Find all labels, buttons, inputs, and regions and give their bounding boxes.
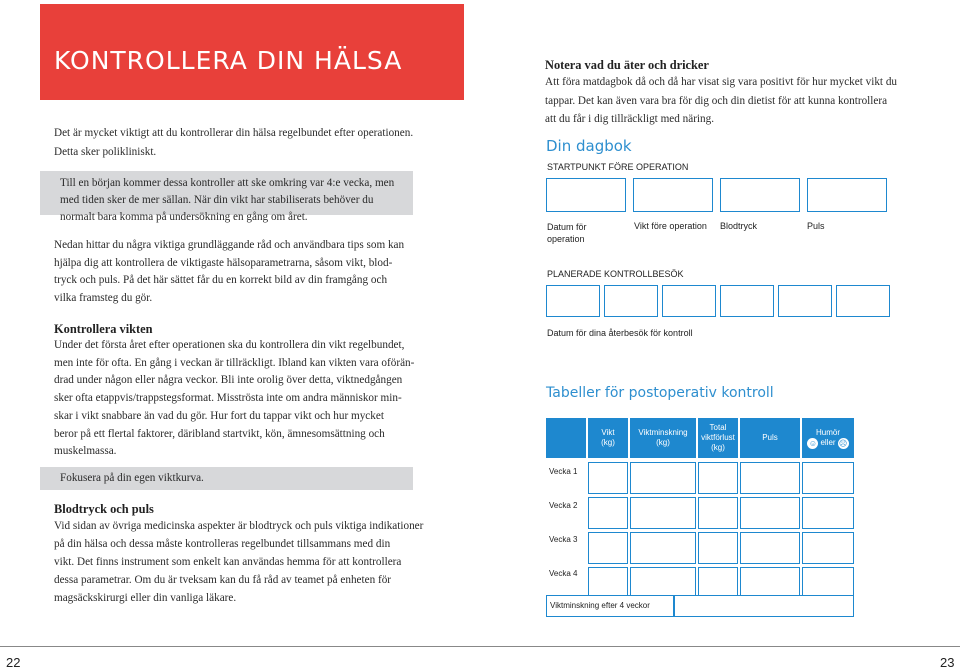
tips-line: tryck och puls. På det här sättet får du en korrekt bild av din framgång och — [54, 274, 388, 286]
start-date-box[interactable] — [546, 178, 626, 212]
mood-icons — [807, 438, 848, 449]
bp-paragraph — [54, 517, 424, 607]
start-bp-box[interactable] — [720, 178, 800, 212]
intro-paragraph — [54, 124, 424, 162]
col-date-label — [547, 221, 587, 245]
table-cell[interactable] — [802, 462, 854, 494]
table-cell[interactable] — [740, 497, 800, 529]
tips-line: Nedan hittar du några viktiga grundläggande råd och användbara tips som kan — [54, 239, 405, 251]
planned-box-1[interactable] — [546, 285, 600, 317]
header-text: (kg) — [601, 438, 615, 447]
notes-line: tappar. Det kan även vara bra för dig och din dietist för att kunna kontrollera — [545, 94, 888, 107]
weight-line: Under det första året efter operationen ska du kontrollera din vikt regelbundet, — [54, 339, 405, 351]
row-label: Vecka 3 — [549, 535, 578, 544]
bp-line: vikt. Det finns instrument som enkelt kan användas hemma för att kontrollera — [54, 556, 402, 568]
footer-rule — [0, 646, 960, 647]
col-date-line: Datum för — [547, 222, 587, 232]
bp-line: magsäckskirurgi eller din vanliga läkare. — [54, 592, 237, 604]
bp-line: Vid sidan av övriga medicinska aspekter är blodtryck och puls viktiga indikationer — [54, 520, 424, 532]
row-label: Vecka 4 — [549, 569, 578, 578]
page-number-right: 23 — [940, 655, 955, 670]
col-weight-label: Vikt före operation — [634, 221, 707, 231]
notes-heading: Notera vad du äter och dricker — [545, 58, 709, 72]
planned-label: PLANERADE KONTROLLBESÖK — [547, 269, 684, 279]
table-header-blank — [546, 418, 586, 458]
table-header-mood — [802, 418, 854, 458]
header-text: viktförlust — [701, 433, 735, 442]
col-date-line: operation — [547, 234, 585, 244]
highlight-line: normalt bara komma på undersökning en gång om året. — [60, 211, 308, 223]
summary-label: Viktminskning efter 4 veckor — [550, 601, 650, 610]
table-header-pulse — [740, 418, 800, 458]
table-cell[interactable] — [698, 532, 738, 564]
table-cell[interactable] — [588, 497, 628, 529]
summary-value-cell[interactable] — [674, 595, 854, 617]
weight-paragraph — [54, 337, 414, 461]
start-weight-box[interactable] — [633, 178, 713, 212]
mood-or-text: eller — [820, 438, 836, 447]
table-cell[interactable] — [588, 532, 628, 564]
start-label: STARTPUNKT FÖRE OPERATION — [547, 162, 689, 172]
notes-line: Att föra matdagbok då och då har visat sig vara positivt för hur mycket vikt du — [545, 76, 898, 88]
tables-heading: Tabeller för postoperativ kontroll — [546, 385, 774, 401]
row-label: Vecka 2 — [549, 501, 578, 510]
notes-line: att du får i dig tillräckligt med näring. — [545, 113, 715, 125]
table-cell[interactable] — [740, 462, 800, 494]
summary-label-cell — [546, 595, 674, 617]
bp-heading: Blodtryck och puls — [54, 502, 154, 516]
table-cell[interactable] — [630, 497, 696, 529]
bp-line: dessa parametrar. Om du är tveksam kan du få råd av teamet på enheten för — [54, 574, 392, 586]
table-cell[interactable] — [802, 532, 854, 564]
sad-face-icon: ☹ — [838, 438, 848, 448]
table-cell[interactable] — [740, 532, 800, 564]
tips-line: hjälpa dig att kontrollera de viktigaste hälsoparametrarna, såsom vikt, blod- — [54, 256, 393, 269]
planned-box-4[interactable] — [720, 285, 774, 317]
col-bp-label: Blodtryck — [720, 221, 758, 231]
page-number-left: 22 — [6, 655, 21, 670]
table-cell[interactable] — [698, 462, 738, 494]
notes-paragraph — [545, 73, 925, 129]
planned-box-2[interactable] — [604, 285, 658, 317]
tips-paragraph — [54, 237, 414, 307]
header-text: (kg) — [711, 443, 725, 452]
intro-line: Detta sker polikliniskt. — [54, 146, 157, 158]
planned-box-6[interactable] — [836, 285, 890, 317]
table-header-weight — [588, 418, 628, 458]
highlight-line: med tiden sker de mer sällan. När din vikt har stabiliserats behöver du — [60, 194, 374, 206]
header-text: Puls — [762, 433, 778, 442]
highlight-line: Till en början kommer dessa kontroller att ske omkring var 4:e vecka, men — [60, 177, 395, 189]
happy-face-icon: ☺ — [808, 438, 818, 448]
diary-heading: Din dagbok — [546, 137, 632, 155]
header-text: (kg) — [656, 438, 670, 447]
table-cell[interactable] — [630, 532, 696, 564]
col-pulse-label: Puls — [807, 221, 825, 231]
planned-box-5[interactable] — [778, 285, 832, 317]
row-label: Vecka 1 — [549, 467, 578, 476]
focus-text: Fokusera på din egen viktkurva. — [60, 472, 204, 484]
weight-line: drad under någon eller några veckor. Bli inte orolig över detta, viktnedgången — [54, 374, 403, 387]
header-text: Vikt — [601, 428, 615, 437]
table-cell[interactable] — [698, 497, 738, 529]
page-title: KONTROLLERA DIN HÄLSA — [54, 46, 403, 75]
table-cell[interactable] — [802, 497, 854, 529]
tips-line: vilka framsteg du gör. — [54, 291, 153, 304]
planned-box-3[interactable] — [662, 285, 716, 317]
table-cell[interactable] — [588, 462, 628, 494]
highlight-text — [60, 175, 410, 226]
weight-line: muskelmassa. — [54, 445, 117, 458]
table-cell[interactable] — [630, 462, 696, 494]
table-header-loss — [630, 418, 696, 458]
weight-line: men inte för ofta. En gång i veckan är tillräckligt. Ibland kan vikten vara oförän- — [54, 356, 415, 369]
weight-line: skar i vikt snabbare än vad du gör. Hur fort du tappar vikt och hur mycket — [54, 409, 384, 422]
header-text: Humör — [815, 427, 840, 437]
weight-line: sker ofta etappvis/trappstegsformat. Misströsta inte om andra människor min- — [54, 392, 402, 405]
weight-heading: Kontrollera vikten — [54, 322, 153, 336]
revisit-label: Datum för dina återbesök för kontroll — [547, 328, 693, 338]
header-text: Total — [709, 423, 727, 432]
weight-line: beror på ett flertal faktorer, däribland startvikt, kön, ämnesomsättning och — [54, 427, 385, 440]
header-text: Viktminskning — [638, 428, 688, 437]
bp-line: på din hälsa och dessa måste kontrolleras regelbundet tillsammans med din — [54, 538, 391, 550]
intro-line: Det är mycket viktigt att du kontrollerar din hälsa regelbundet efter operationen. — [54, 127, 414, 139]
table-header-total — [698, 418, 738, 458]
start-pulse-box[interactable] — [807, 178, 887, 212]
